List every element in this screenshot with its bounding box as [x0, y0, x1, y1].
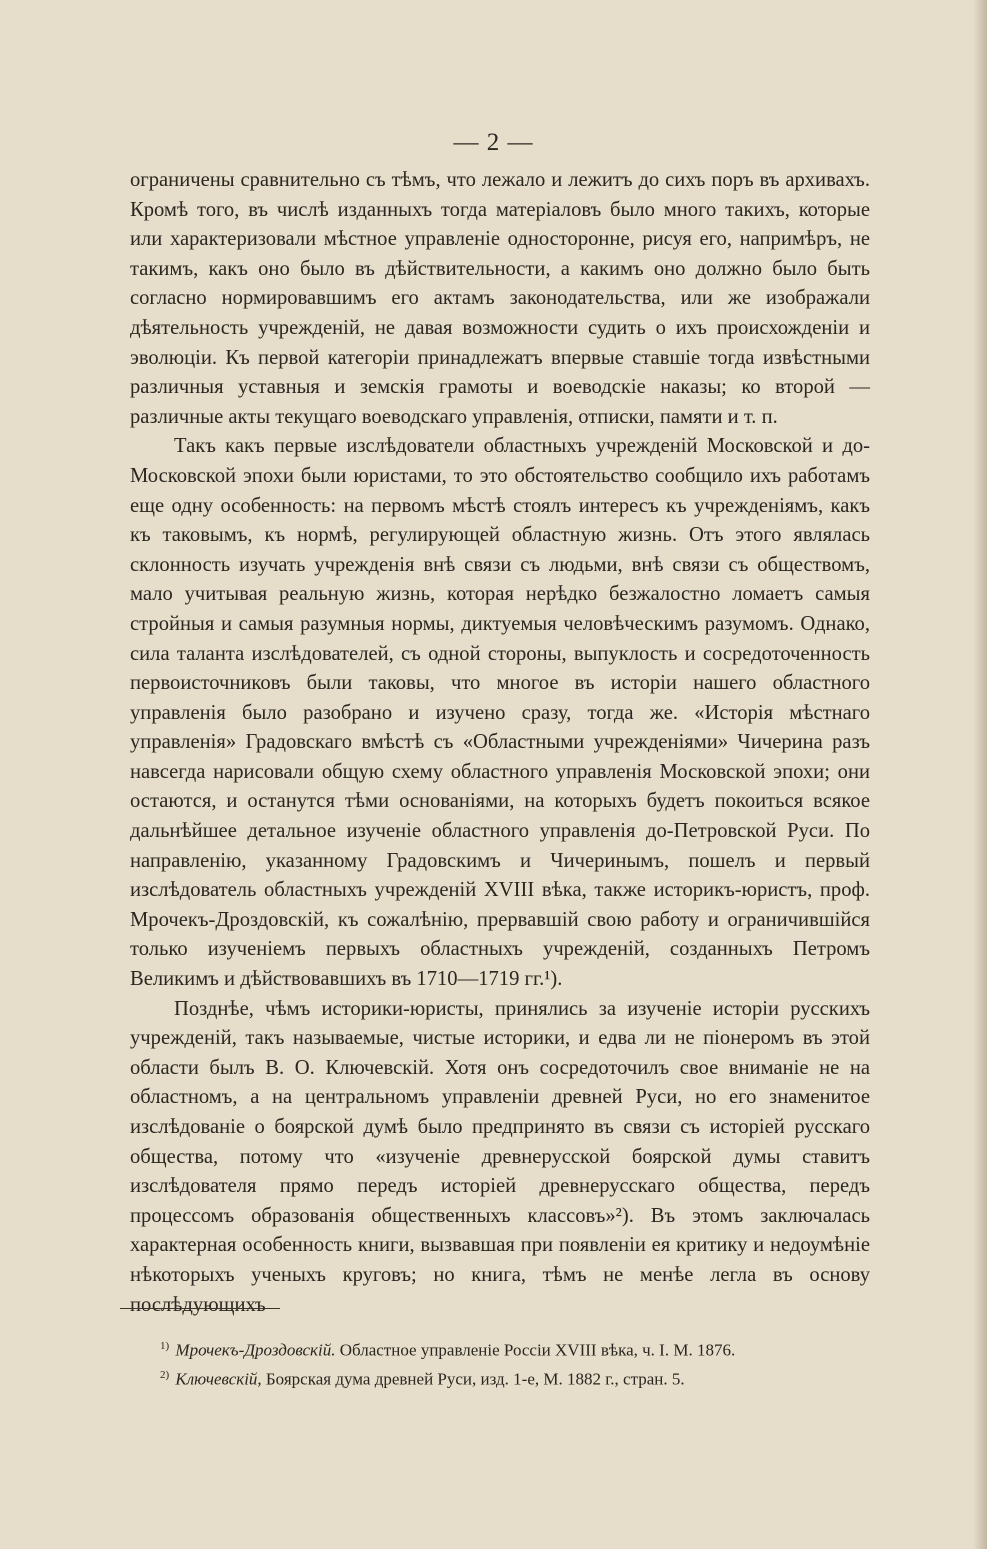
paragraph-2: Такъ какъ первые изслѣдователи областныхъ учрежденій Московской и до-Московской эпохи были юристами, то это обстоятельство сообщило ихъ работамъ еще одну особенность: на первомъ мѣстѣ стоялъ интересъ къ учрежденіямъ, какъ къ таковымъ, къ нормѣ, регулирующей областную жизнь. Отъ этого являлась склонность изучать учрежденія внѣ связи съ людьми, внѣ связи съ обществомъ, мало учитывая реальную жизнь, которая нерѣдко безжалостно ломаетъ самыя стройныя и самыя разумныя нормы, диктуемыя человѣческимъ разумомъ. Однако, сила таланта изслѣдователей, съ одной стороны, выпуклость и сосредоточенность первоисточниковъ были таковы, что многое въ исторіи нашего областного управленія было разобрано и изучено сразу, тогда же. «Исторія мѣстнаго управленія» Градовскаго вмѣстѣ съ «Областными учрежденіями» Чичерина разъ навсегда нарисовали общую схему областного управленія Московской эпохи; они остаются, и останутся тѣми основаніями, на которыхъ будетъ покоиться всякое дальнѣйшее детальное изученіе областного управленія до-Петровской Руси. По направленію, указанному Градовскимъ и Чичеринымъ, пошелъ и первый изслѣдователь областныхъ учрежденій XVIII вѣка, также историкъ-юристъ, проф. Мрочекъ-Дроздовскій, къ сожалѣнію, прервавшій свою работу и ограничившійся только изученіемъ первыхъ областныхъ учрежденій, созданныхъ Петромъ Великимъ и дѣйствовавшихъ въ 1710—1719 гг.¹).	[130, 435, 870, 991]
footnote-text: Областное управленіе Россіи XVIII вѣка, ч. I. М. 1876.	[339, 1340, 736, 1360]
paragraph-3: Позднѣе, чѣмъ историки-юристы, принялись за изученіе исторіи русскихъ учрежденій, такъ называемые, чистые историки, и едва ли не піонеромъ въ этой области былъ В. О. Ключевскій. Хотя онъ сосредоточилъ свое вниманіе не на областномъ, а на центральномъ управленіи древней Руси, но его знаменитое изслѣдованіе о боярской думѣ было предпринято въ связи съ исторіей русскаго общества, потому что «изученіе древнерусской боярской думы ставитъ изслѣдователя прямо передъ исторіей древнерусскаго общества, передъ процессомъ образованія общественныхъ классовъ»²). Въ этомъ заключалась характерная особенность книги, вызвавшая при появленіи ея критику и недоумѣніе нѣкоторыхъ ученыхъ круговъ; но книга, тѣмъ не менѣе легла въ основу послѣдующихъ	[130, 997, 870, 1316]
footnote-author: Мрочекъ-Дроздовскій.	[175, 1340, 336, 1360]
footnote-author: Ключевскій,	[175, 1369, 262, 1389]
paragraph-1: ограничены сравнительно съ тѣмъ, что лежало и лежитъ до сихъ поръ въ архивахъ. Кромѣ того, въ числѣ изданныхъ тогда матеріаловъ было много такихъ, которые или характеризовали мѣстное управленіе односторонне, рисуя его, напримѣръ, не такимъ, какъ оно было въ дѣйствительности, а какимъ оно должно было быть согласно нормировавшимъ его актамъ законодательства, или же изображали дѣятельность учрежденій, не давая возможности судить о ихъ происхожденіи и эволюціи. Къ первой категоріи принадлежатъ впервые ставшіе тогда извѣстными различныя уставныя и земскія грамоты и воеводскіе наказы; ко второй — различные акты текущаго воеводскаго управленія, отписки, памяти и т. п.	[130, 169, 870, 428]
page-number: — 2 —	[453, 129, 534, 156]
footnote-2	[160, 1363, 860, 1392]
footnote-divider	[120, 1308, 280, 1309]
page-edge-shadow	[973, 0, 987, 1549]
body-text	[130, 166, 870, 1320]
footnotes	[160, 1334, 860, 1391]
footnote-mark: 1)	[160, 1340, 170, 1352]
footnote-text: Боярская дума древней Руси, изд. 1-е, М. 1882 г., стран. 5.	[265, 1369, 685, 1389]
footnote-1	[160, 1334, 860, 1363]
footnote-mark: 2)	[160, 1368, 170, 1381]
